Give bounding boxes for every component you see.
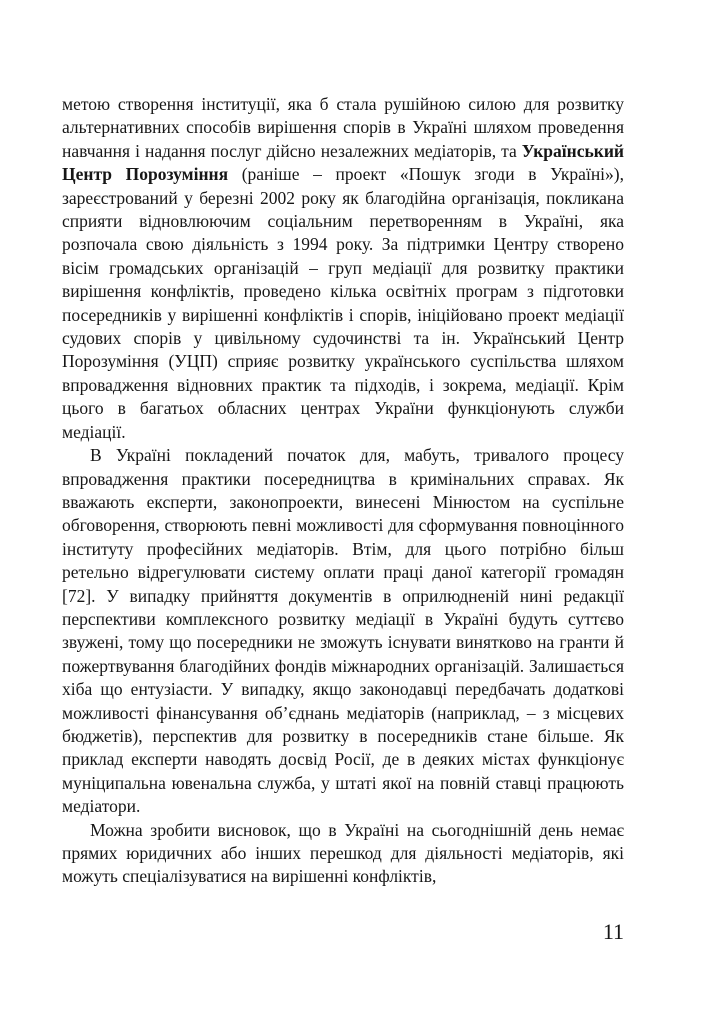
organization-name-bold: Український Центр Порозуміння (62, 140, 624, 185)
paragraph-2: В Україні покладений початок для, мабуть, тривалого процесу впровадження практики посередництва в кримінальних справах. Як вважають експерти, законопроекти, винесені Мінюстом на суспільне обговорення, створюють певні можливості для сформування повноцінного інституту професійних медіаторів. Втім, для цього потрібно більш ретельно відрегулювати систему оплати праці даної категорії громадян [72]. У випадку прийняття документів в оприлюдненій нині редакції перспективи комплексного розвитку медіації в Україні будуть суттєво звужені, тому що посередники не зможуть існувати винятково на гранти й пожертвування благодійних фондів міжнародних організацій. Залишається хіба що ентузіасти. У випадку, якщо законодавці передбачать додаткові можливості фінансування об’єднань медіаторів (наприклад, – з місцевих бюджетів), перспектив для розвитку в посередників стане більше. Як приклад експерти наводять досвід Росії, де в деяких містах функціонує муніципальна ювенальна служба, у штаті якої на повній ставці працюють медіатори. (62, 445, 624, 817)
paragraph-1 (62, 93, 624, 444)
page-number: 11 (602, 919, 624, 944)
paragraph-1-text-end: (раніше – проект «Пошук згоди в Україні»), зареєстрований у березні 2002 року як благодійна організація, покликана сприяти відновлюючим соціальним перетворенням в Україні, яка розпочала свою діяльність з 1994 року. За підтримки Центру створено вісім громадських організацій – груп медіації для розвитку практики вирішення конфліктів, проведено кілька освітніх програм з підготовки посередників у вирішенні конфліктів і спорів, ініційовано проект медіації судових спорів у цивільному судочинстві та ін. Український Центр Порозуміння (УЦП) сприяє розвитку українського суспільства шляхом впровадження відновних практик та підходів, і зокрема, медіації. Крім цього в багатьох обласних центрах України функціонують служби медіації. (62, 164, 624, 442)
paragraph-1-text-start: метою створення інституції, яка б стала рушійною силою для розвитку альтернативних способів вирішення спорів в Україні шляхом проведення навчання і надання послуг дійсно незалежних медіаторів, та (62, 94, 624, 161)
page-body (62, 93, 624, 889)
paragraph-3: Можна зробити висновок, що в Україні на сьогоднішній день немає прямих юридичних або інших перешкод для діяльності медіаторів, які можуть спеціалізуватися на вирішенні конфліктів, (62, 819, 624, 887)
